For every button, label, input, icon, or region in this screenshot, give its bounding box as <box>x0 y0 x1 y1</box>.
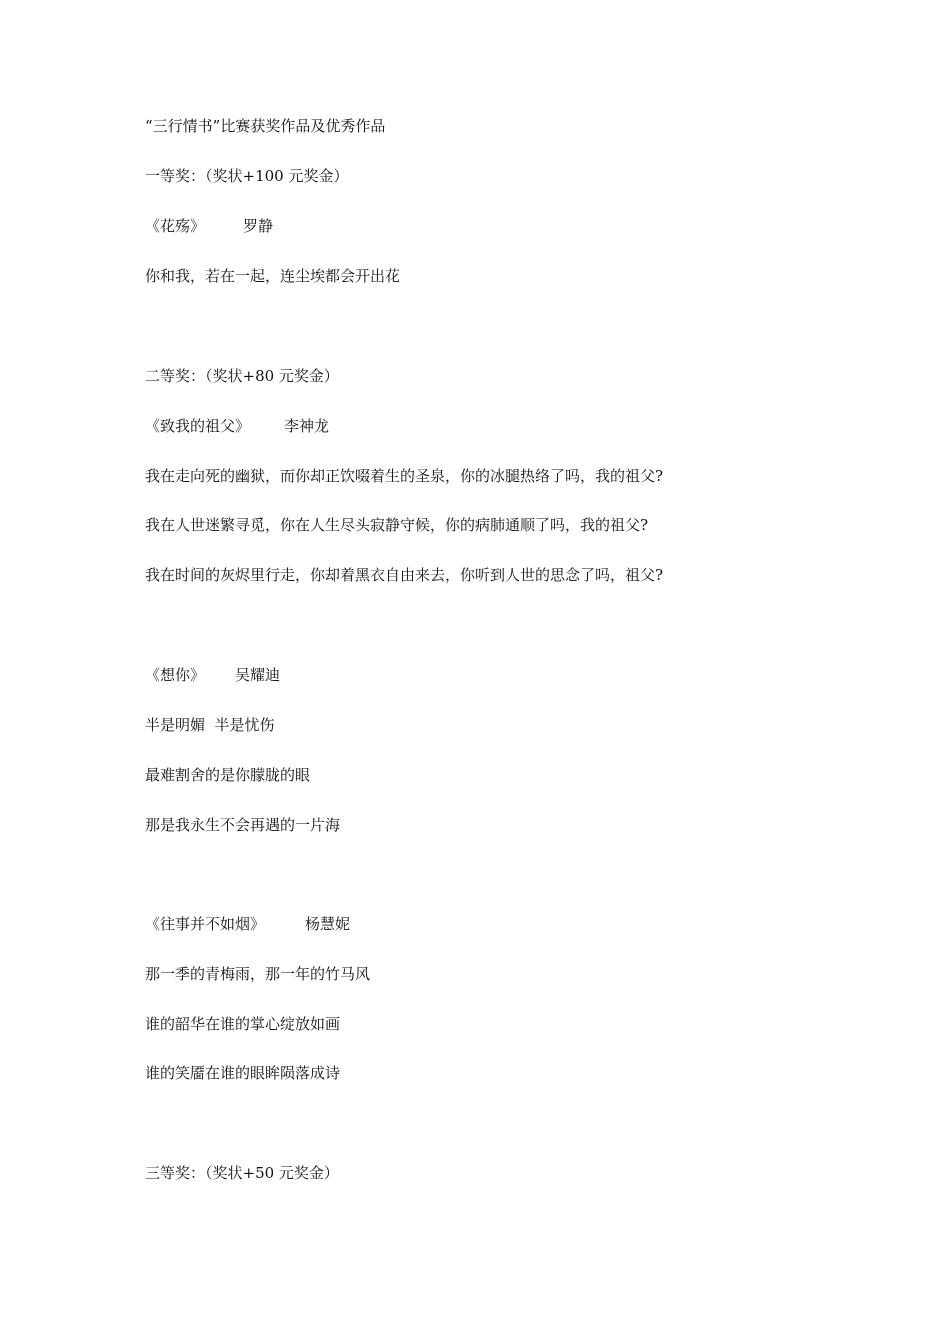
work-title-row <box>145 914 350 934</box>
poem-line: 你和我，若在一起，连尘埃都会开出花 <box>145 267 401 285</box>
poem-line: 半是明媚 半是忧伤 <box>145 716 275 734</box>
work-author: 罗静 <box>243 217 274 235</box>
first-prize-label: 一等奖：（奖状+100 元奖金） <box>145 167 349 185</box>
poem-line: 我在时间的灰烬里行走，你却着黑衣自由来去，你听到人世的思念了吗，祖父? <box>145 566 664 584</box>
work-title: 《致我的祖父》 <box>145 417 251 435</box>
work-title-row <box>145 416 329 436</box>
work-title: 《花殇》 <box>145 217 206 235</box>
work-title-row <box>145 216 273 236</box>
poem-line: 我在人世迷繁寻觅，你在人生尽头寂静守候，你的病肺通顺了吗，我的祖父? <box>145 516 649 534</box>
work-author: 吴耀迪 <box>235 666 281 684</box>
poem-line: 最难割舍的是你朦胧的眼 <box>145 766 311 784</box>
work-title: 《想你》 <box>145 666 206 684</box>
work-title-row <box>145 665 280 685</box>
third-prize-label: 三等奖：（奖状+50 元奖金） <box>145 1164 339 1182</box>
second-prize-label: 二等奖：（奖状+80 元奖金） <box>145 367 339 385</box>
poem-line: 那是我永生不会再遇的一片海 <box>145 816 341 834</box>
poem-line: 谁的韶华在谁的掌心绽放如画 <box>145 1015 341 1033</box>
poem-line: 谁的笑靥在谁的眼眸陨落成诗 <box>145 1064 341 1082</box>
document-heading: “三行情书”比赛获奖作品及优秀作品 <box>145 117 386 135</box>
work-author: 李神龙 <box>284 417 330 435</box>
work-title: 《往事并不如烟》 <box>145 915 266 933</box>
poem-line: 我在走向死的幽狱，而你却正饮啜着生的圣泉，你的冰腿热络了吗，我的祖父? <box>145 467 664 485</box>
poem-line: 那一季的青梅雨，那一年的竹马风 <box>145 965 371 983</box>
work-author: 杨慧妮 <box>305 915 351 933</box>
